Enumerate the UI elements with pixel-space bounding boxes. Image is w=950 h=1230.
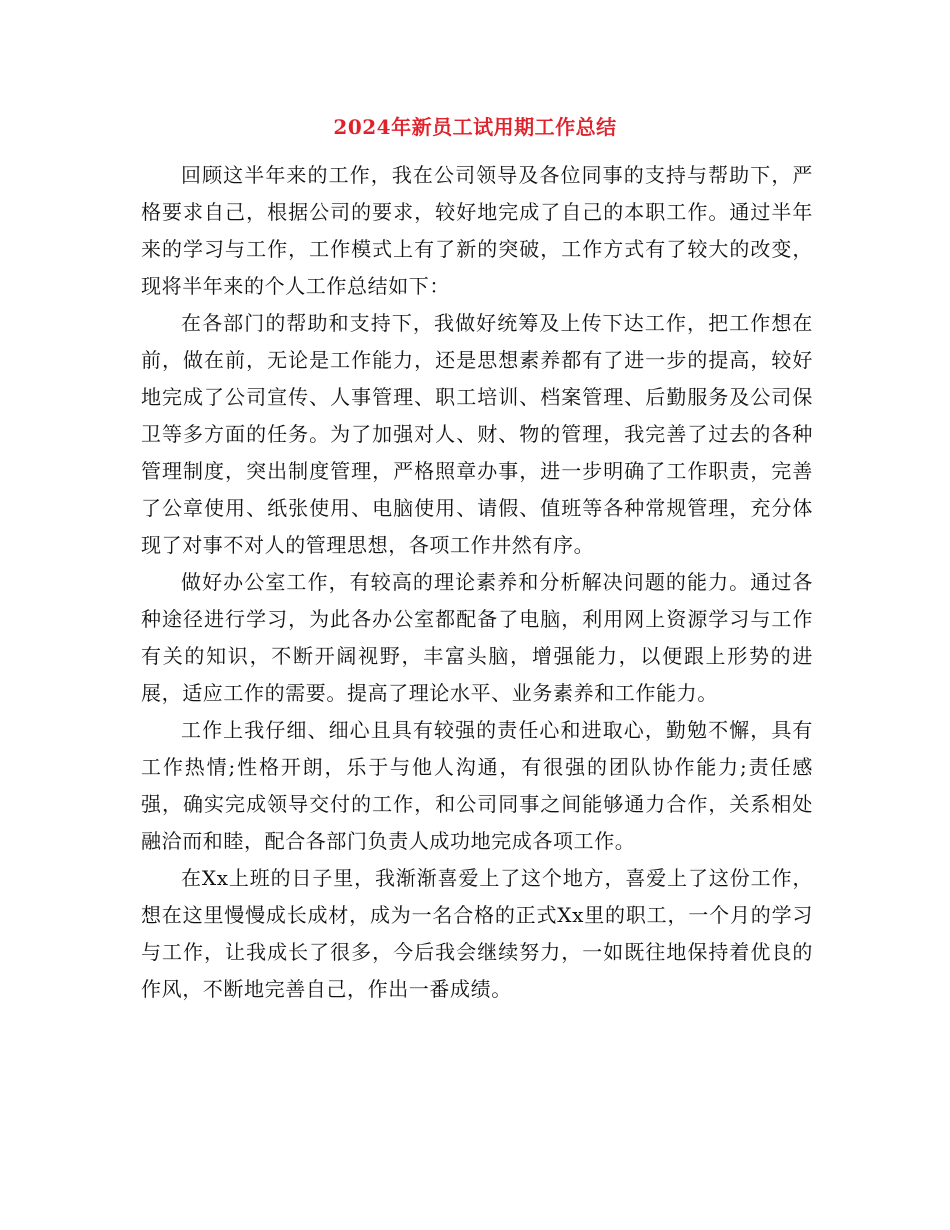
paragraph-office-work: 做好办公室工作，有较高的理论素养和分析解决问题的能力。通过各种途径进行学习，为此各办公室都配备了电脑，利用网上资源学习与工作有关的知识，不断开阔视野，丰富头脑，增强能力，以便跟上形势的进展，适应工作的需要。提高了理论水平、业务素养和工作能力。 — [141, 570, 813, 705]
paragraph-review: 回顾这半年来的工作，我在公司领导及各位同事的支持与帮助下，严格要求自己，根据公司的要求，较好地完成了自己的本职工作。通过半年来的学习与工作，工作模式上有了新的突破，工作方式有了较大的改变，现将半年来的个人工作总结如下： — [141, 163, 813, 298]
paragraph-conclusion: 在Xx上班的日子里，我渐渐喜爱上了这个地方，喜爱上了这份工作，想在这里慢慢成长成材，成为一名合格的正式Xx里的职工，一个月的学习与工作，让我成长了很多，今后我会继续努力，一如既往地保持着优良的作风，不断地完善自己，作出一番成绩。 — [141, 866, 813, 1001]
paragraph-departments: 在各部门的帮助和支持下，我做好统筹及上传下达工作，把工作想在前，做在前，无论是工作能力，还是思想素养都有了进一步的提高，较好地完成了公司宣传、人事管理、职工培训、档案管理、后勤服务及公司保卫等多方面的任务。为了加强对人、财、物的管理，我完善了过去的各种管理制度，突出制度管理，严格照章办事，进一步明确了工作职责，完善了公章使用、纸张使用、电脑使用、请假、值班等各种常规管理，充分体现了对事不对人的管理思想，各项工作井然有序。 — [141, 311, 813, 557]
paragraph-attitude: 工作上我仔细、细心且具有较强的责任心和进取心，勤勉不懈，具有工作热情;性格开朗，乐于与他人沟通，有很强的团队协作能力;责任感强，确实完成领导交付的工作，和公司同事之间能够通力合作，关系相处融洽而和睦，配合各部门负责人成功地完成各项工作。 — [141, 718, 813, 853]
document-title: 2024年新员工试用期工作总结 — [333, 115, 617, 139]
document-body — [141, 157, 813, 1008]
